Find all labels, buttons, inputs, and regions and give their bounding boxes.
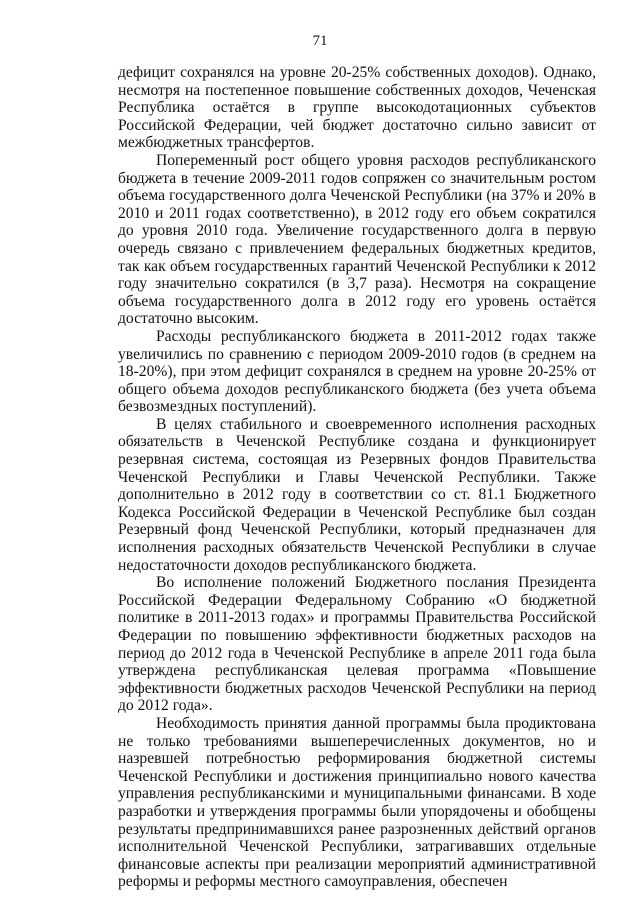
- paragraph: Во исполнение положений Бюджетного послания Президента Российской Федерации Федеральному Собранию «О бюджетной политике в 2011-2013 годах» и программы Правительства Российской Федерации по повышению эффективности бюджетных расходов на период до 2012 года в Чеченской Республике в апреле 2011 года была утверждена республиканская целевая программа «Повышение эффективности бюджетных расходов Чеченской Республики на период до 2012 года».: [118, 574, 596, 715]
- paragraph: В целях стабильного и своевременного исполнения расходных обязательств в Чеченской Республике создана и функционирует резервная система, состоящая из Резервных фондов Правительства Чеченской Республики и Главы Чеченской Республики. Также дополнительно в 2012 году в соответствии со ст. 81.1 Бюджетного Кодекса Российской Федерации в Чеченской Республике был создан Резервный фонд Чеченской Республики, который предназначен для исполнения расходных обязательств Чеченской Республики в случае недостаточности доходов республиканского бюджета.: [118, 415, 596, 574]
- paragraph: Необходимость принятия данной программы была продиктована не только требованиями вышеперечисленных документов, но и назревшей потребностью реформирования бюджетной системы Чеченской Республики и достижения принципиально нового качества управления республиканскими и муниципальными финансами. В ходе разработки и утверждения программы были упорядочены и обобщены результаты предпринимавшихся ранее разрозненных действий органов исполнительной Чеченской Республики, затрагивавших отдельные финансовые аспекты при реализации мероприятий административной реформы и реформы местного самоуправления, обеспечен: [118, 714, 596, 891]
- paragraph-continuation: дефицит сохранялся на уровне 20-25% собственных доходов). Однако, несмотря на постепенное повышение собственных доходов, Чеченская Республика остаётся в группе высокодотационных субъектов Российской Федерации, чей бюджет достаточно сильно зависит от межбюджетных трансфертов.: [118, 64, 596, 152]
- body-text: [118, 64, 596, 891]
- paragraph: Попеременный рост общего уровня расходов республиканского бюджета в течение 2009-2011 годов сопряжен со значительным ростом объема государственного долга Чеченской Республики (на 37% и 20% в 2010 и 2011 годах соответственно), в 2012 году его объем сократился до уровня 2010 года. Увеличение государственного долга в первую очередь связано с привлечением федеральных бюджетных кредитов, так как объем государственных гарантий Чеченской Республики к 2012 году значительно сократился (в 3,7 раза). Несмотря на сокращение объема государственного долга в 2012 году его уровень остаётся достаточно высоким.: [118, 151, 596, 328]
- page-number: 71: [312, 33, 328, 49]
- paragraph: Расходы республиканского бюджета в 2011-2012 годах также увеличились по сравнению с периодом 2009-2010 годов (в среднем на 18-20%), при этом дефицит сохранялся в среднем на уровне 20-25% от общего объема доходов республиканского бюджета (без учета объема безвозмездных поступлений).: [118, 327, 596, 416]
